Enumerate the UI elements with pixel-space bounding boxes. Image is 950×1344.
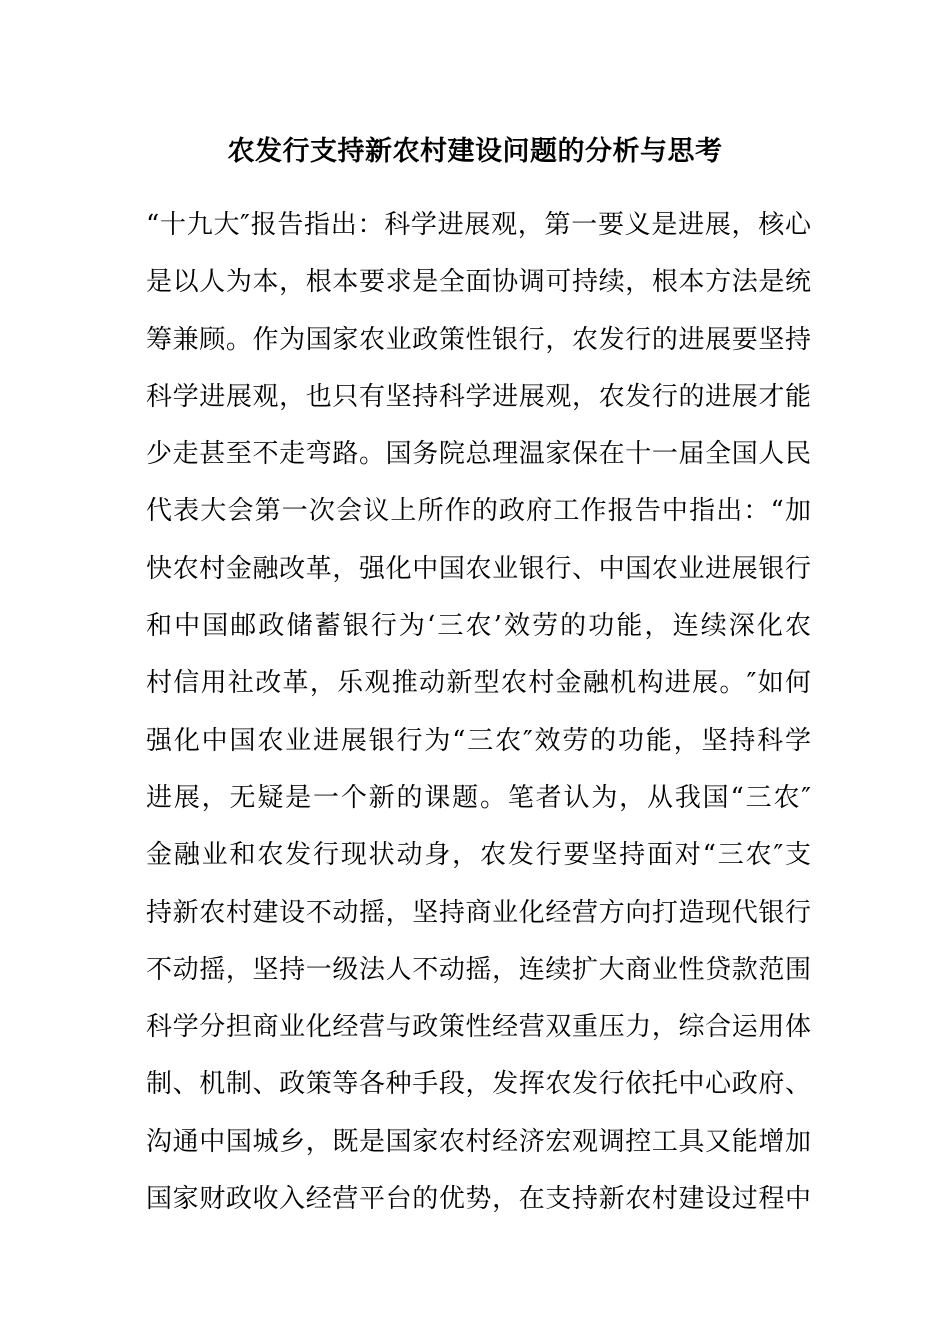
body-line: 科学进展观，也只有坚持科学进展观，农发行的进展才能 (146, 381, 811, 412)
body-line: 快农村金融改革，强化中国农业银行、中国农业进展银行 (146, 553, 811, 584)
body-line: 和中国邮政储蓄银行为‘三农’效劳的功能，连续深化农 (146, 611, 811, 642)
body-line: “十九大″报告指出：科学进展观，第一要义是进展，核心 (146, 210, 811, 240)
body-line: 是以人为本，根本要求是全面协调可持续，根本方法是统 (146, 267, 811, 298)
body-line: 筹兼顾。作为国家农业政策性银行，农发行的进展要坚持 (146, 324, 811, 355)
body-line: 金融业和农发行现状动身，农发行要坚持面对“三农″支 (146, 840, 811, 871)
body-line: 代表大会第一次会议上所作的政府工作报告中指出：“加 (146, 496, 811, 527)
document-title: 农发行支持新农村建设问题的分析与思考 (227, 136, 723, 167)
body-line: 持新农村建设不动摇，坚持商业化经营方向打造现代银行 (146, 897, 811, 928)
body-line: 沟通中国城乡，既是国家农村经济宏观调控工具又能增加 (146, 1126, 811, 1157)
body-line: 进展，无疑是一个新的课题。笔者认为，从我国“三农″ (146, 782, 811, 813)
body-line: 强化中国农业进展银行为“三农″效劳的功能，坚持科学 (146, 725, 811, 756)
body-line: 制、机制、政策等各种手段，发挥农发行依托中心政府、 (146, 1069, 811, 1100)
body-line: 村信用社改革，乐观推动新型农村金融机构进展。″如何 (146, 668, 811, 699)
body-line: 不动摇，坚持一级法人不动摇，连续扩大商业性贷款范围 (146, 954, 811, 985)
document-body (146, 197, 811, 1228)
body-line: 少走甚至不走弯路。国务院总理温家保在十一届全国人民 (146, 439, 811, 470)
body-line: 国家财政收入经营平台的优势，在支持新农村建设过程中 (146, 1184, 811, 1215)
body-line: 科学分担商业化经营与政策性经营双重压力，综合运用体 (146, 1012, 811, 1043)
